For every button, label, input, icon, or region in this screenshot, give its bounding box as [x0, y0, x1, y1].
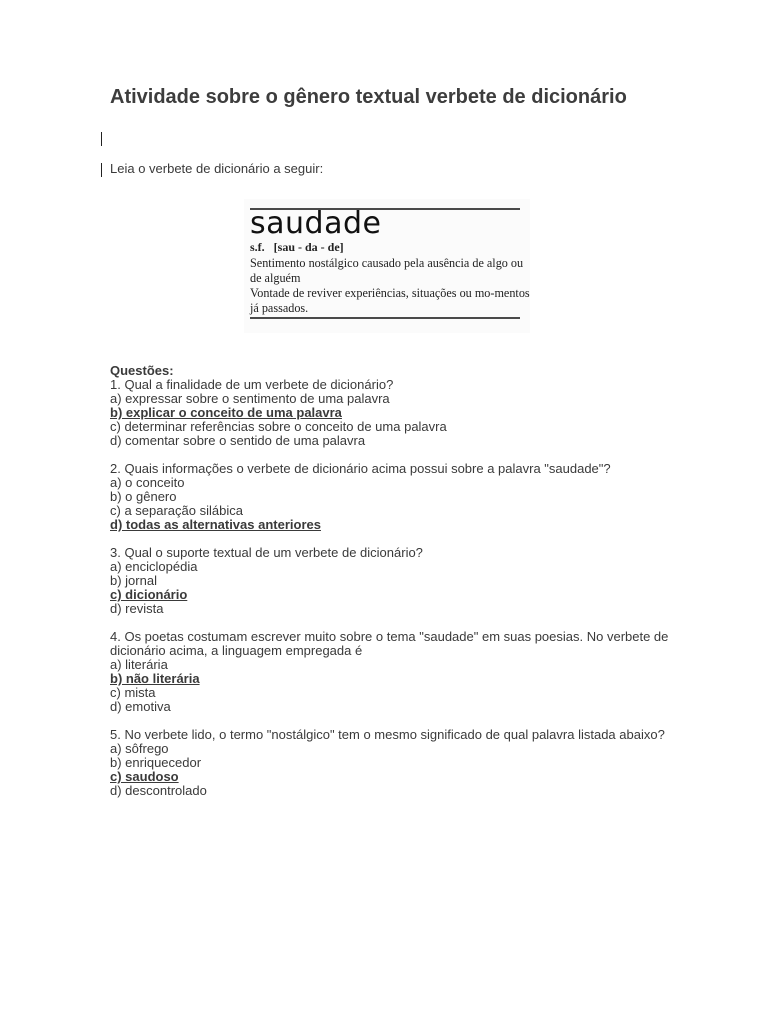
entry-definition-2: Vontade de reviver experiências, situações ou mo-mentos já passados. [250, 286, 530, 315]
question-4: 4. Os poetas costumam escrever muito sobre o tema "saudade" em suas poesias. No verbete de dicionário acima, a linguagem empregada é [110, 629, 669, 658]
q5-option-a: a) sôfrego [110, 741, 169, 756]
questions-heading: Questões: [110, 363, 174, 378]
q4-option-a: a) literária [110, 657, 168, 672]
q5-option-c-correct: c) saudoso [110, 769, 179, 784]
q4-option-c: c) mista [110, 685, 156, 700]
q3-option-c-correct: c) dicionário [110, 587, 188, 602]
question-2: 2. Quais informações o verbete de dicionário acima possui sobre a palavra "saudade"? [110, 461, 611, 476]
q5-option-d: d) descontrolado [110, 783, 207, 798]
page-title: Atividade sobre o gênero textual verbete de dicionário [110, 86, 627, 108]
spacer [110, 714, 670, 728]
entry-definition-1: Sentimento nostálgico causado pela ausência de algo ou de alguém [250, 256, 524, 285]
entry-grammar: s.f. [sau - da - de] [250, 240, 344, 254]
text-cursor [101, 163, 102, 177]
q2-option-c: c) a separação silábica [110, 503, 243, 518]
q1-option-b-correct: b) explicar o conceito de uma palavra [110, 405, 342, 420]
spacer [110, 532, 670, 546]
question-3: 3. Qual o suporte textual de um verbete de dicionário? [110, 545, 423, 560]
question-5: 5. No verbete lido, o termo "nostálgico" tem o mesmo significado de qual palavra listada abaixo? [110, 727, 665, 742]
q4-option-b-correct: b) não literária [110, 671, 200, 686]
spacer [110, 448, 670, 462]
q5-option-b: b) enriquecedor [110, 755, 202, 770]
q1-option-a: a) expressar sobre o sentimento de uma palavra [110, 391, 390, 406]
q4-option-d: d) emotiva [110, 699, 171, 714]
intro-text: Leia o verbete de dicionário a seguir: [110, 161, 324, 176]
q3-option-a: a) enciclopédia [110, 559, 198, 574]
entry-bottom-rule [250, 317, 520, 319]
text-cursor [101, 132, 102, 146]
spacer [110, 616, 670, 630]
question-1: 1. Qual a finalidade de um verbete de dicionário? [110, 377, 394, 392]
q3-option-b: b) jornal [110, 573, 157, 588]
q1-option-d: d) comentar sobre o sentido de uma palavra [110, 433, 366, 448]
q3-option-d: d) revista [110, 601, 164, 616]
q2-option-d-correct: d) todas as alternativas anteriores [110, 517, 321, 532]
q1-option-c: c) determinar referências sobre o conceito de uma palavra [110, 419, 447, 434]
q2-option-a: a) o conceito [110, 475, 185, 490]
q2-option-b: b) o gênero [110, 489, 177, 504]
entry-headword: saudade [250, 206, 382, 241]
dictionary-entry-image [244, 199, 530, 333]
questions-section [110, 364, 670, 798]
